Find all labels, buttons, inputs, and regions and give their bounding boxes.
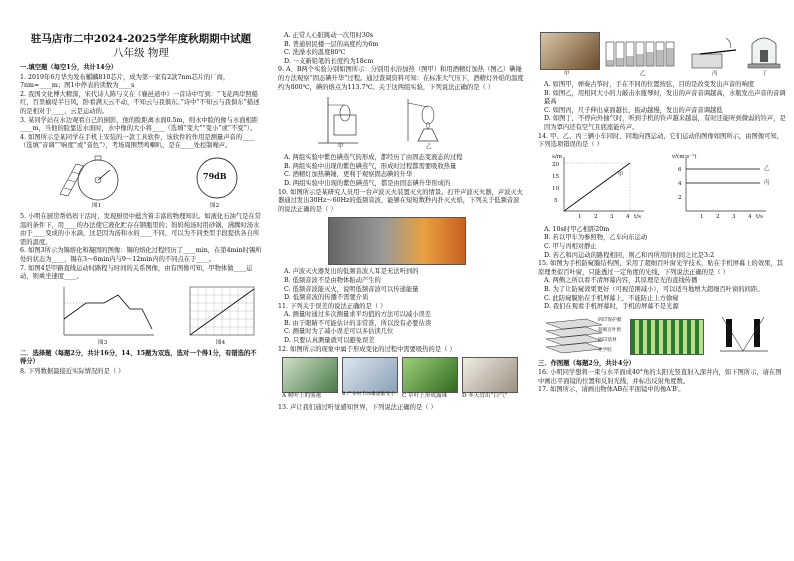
- question-9-option-a: A. 两组实验中紫色碘蒸气的形成，都经历了由固态变液态的过程: [284, 154, 463, 162]
- chart-a-series-jia: 甲: [618, 171, 624, 178]
- page-subtitle: 八年级 物理: [113, 47, 169, 59]
- question-9-option-b: B. 两组实验中出现的紫色碘蒸气，形成时过程都需要吸收热量: [284, 162, 457, 170]
- figure-yi-caption: 乙: [426, 144, 432, 151]
- velocity-time-chart: [666, 153, 776, 221]
- question-7: 7. 如图4是甲路直线运动时路程与时间的关系图像，由有图像可知，甲物体做____运动，则乘坐速度____。: [20, 264, 253, 281]
- question-8-option-c: C. 洗澡水的温度80℃: [284, 49, 346, 57]
- page-title: 驻马店市二中2024-2025学年度秋期期中试题: [30, 33, 252, 45]
- chart-b-ytick-4: 4: [678, 180, 682, 187]
- chart-b-ylabel: v/(m·s⁻¹): [672, 153, 697, 160]
- question-8-option-a: A. 正常人心脏跳动一次用时30s: [284, 32, 374, 39]
- chart-a-xtick-4: 4: [626, 213, 630, 220]
- question-8-option-d: D. 一支新铅笔的长度约为18cm: [284, 57, 374, 65]
- chart-b-xtick-1: 1: [700, 213, 704, 220]
- question-15-option-c: C. 此防窥膜贴在手机屏幕上，不能防止上方偷窥: [544, 294, 679, 302]
- question-14-option-a: A. 10s时甲乙相距20m: [544, 225, 610, 233]
- question-12: 12. 如图所示的现象中属于形成变化的过程中需要吸热的是（ ）: [278, 345, 456, 353]
- figure-1-2: [20, 154, 262, 210]
- figure-privacy-film: [538, 315, 786, 357]
- chart-a-ytick-15: 15: [552, 173, 560, 180]
- figure-1-caption: 图1: [92, 202, 102, 209]
- question-15-option-a: A. 两侧之所以看不清屏幕内容，其原理是光的直线传播: [544, 277, 698, 285]
- chart-b-xtick-3: 3: [732, 213, 736, 220]
- white-steam-photo: [462, 357, 518, 393]
- chart-b-series-bing: 丙: [764, 179, 770, 186]
- question-9: 9. A、B两个实验分别如图所示：分别用水浴加热（图甲）和用酒精灯加热（图乙）碘锤的方法观察“固态碘升华”过程。通过查阅资料可知：在标准大气压下，酒精灯外焰的温度约为800℃，碘的熔点为113.7℃。关于这两组实验，下列说法正确的是（ ）: [278, 66, 524, 91]
- guzheng-photo: [540, 32, 600, 70]
- chart-b-series-yi: 乙: [764, 165, 770, 172]
- question-2: 2. 我国文化博大精深，宋代诗人陈与义在《襄邑道中》一首诗中写到：“飞花两岸照船红，百里榆堤半日风，卧看满天云不动，不知云与我俱东。”诗中“不知云与我俱东”描述的是相对于____，云是运动的。: [20, 90, 260, 115]
- question-16: 16. 小明同学想将一束与水平面成40°角的太阳光竖直射入深井内，如下图所示，请在图中画出平面镜的位置和反射光线，并标出反射角度数。: [538, 369, 782, 385]
- section-drawing: 三．作图题（每题2分，共计4分）: [538, 359, 635, 367]
- question-13-option-a: A. 如图甲，弹奏古筝时，手在不同的位置按弦，目的是改变发出声音的响度: [544, 81, 755, 88]
- chart-b-xtick-2: 2: [716, 213, 720, 220]
- film-label-4: 光学胶: [598, 347, 612, 353]
- chart-a-xtick-2: 2: [594, 213, 598, 220]
- section-multiple-choice: 二．选择题（每题2分，共计16分，14、15题为双选，选对一个得1分，有错选的不得分）: [20, 349, 257, 366]
- question-10-option-c: C. 低频音波能灭火，说明低频音波可以传递能量: [284, 285, 419, 293]
- decibel-reading: 79dB: [203, 170, 227, 181]
- question-11: 11. 下列关于误差的说法正确的是（ ）: [278, 302, 387, 310]
- chart-a-xtick-1: 1: [578, 213, 582, 220]
- section-fill-blank: 一.填空题（每空1分，共计14分）: [20, 64, 118, 71]
- question-11-option-b: B. 由于眼睛不可能估计的非常准，所以没有必要估读: [284, 319, 432, 327]
- question-4: 4. 如图所示是某同学在手机上安装的一款工具软件，该软件的作用是测量声音的____（选填“音调”“响度”或“音色”），考场周围禁鸣喇叭，是在____处控制噪声。: [20, 133, 255, 150]
- column-2: [278, 32, 524, 413]
- ruler-on-table-icon: [690, 32, 740, 70]
- stopwatch-icon: [50, 154, 140, 202]
- caption-12d: D 冬天冒出“白气”: [462, 393, 508, 400]
- figure-3-4: [20, 285, 262, 347]
- figure-motion-graphs: [538, 153, 786, 223]
- distance-time-chart: [544, 153, 654, 221]
- question-15-option-b: B. 为了让防窥效果更好（可视范围减小），可以适当地增大超细百叶窗的间距。: [544, 285, 764, 293]
- question-11-option-d: D. 只要认真测量就可以避免误差: [284, 337, 375, 345]
- question-14-option-d: D. 若乙和丙运动的路程相同，则乙和丙所用的时间之比是3:2: [544, 251, 715, 259]
- figure-sonic-extinguisher: [278, 217, 524, 265]
- privacy-view-angle-icon: [718, 315, 778, 355]
- figure-phase-change: [278, 357, 524, 401]
- chart-b-xlabel: t/s: [756, 213, 764, 220]
- question-13: 13. 声让我们通过听觉感知世界，下列说法正确的是（ ）: [278, 404, 437, 412]
- chart-a-xlabel: t/s: [634, 213, 642, 220]
- figure-2-caption: 图2: [210, 202, 220, 209]
- caption-12c: C 草叶上形成露珠: [402, 393, 448, 400]
- question-9-option-d: D. 两组实验中出现的紫色碘蒸气，都是由固态碘升华形成的: [284, 179, 451, 187]
- question-6: 6. 如图3所示为锡熔化和凝固的图像：锡的熔化过程经历了____min，在第4min时锡所处的状态为____，锡在3～6min内与9～12min内的不同点在于____。: [20, 247, 262, 263]
- question-13-option-b: B. 如图乙，用相同大小的力敲击水瓶琴时，发出的声音音调越高，水瓶发出声音的音调最高: [544, 89, 786, 106]
- question-8: 8. 下列数据最接近实际情况的是（ ）: [20, 367, 125, 375]
- water-bottles-icon: [604, 32, 684, 70]
- question-9-option-c: C. 酒精灯加热碘锤，更利于观察固态碘的升华: [284, 171, 413, 179]
- bell-jar-icon: [744, 32, 784, 70]
- figure-jia-caption: 甲: [338, 144, 344, 151]
- chart-a-ytick-5: 5: [554, 197, 558, 204]
- figure-jia-label: 甲: [564, 71, 570, 77]
- figure-3-caption: 图3: [98, 339, 108, 346]
- question-5: 5. 小明在厨房帮妈妈干活时，发现厨房中蕴含着丰富的物理知识。如液化石油气是在常温的条件下，用____的办法使它液化贮存在钢瓶里的；妈妈炖汤时用砂锅，沸腾时汤水由于____变成的小水滴，这是因为汤和水的____不同，可以为不同类型手段提供各自所需的温度。: [20, 212, 261, 246]
- dew-photo: [402, 357, 458, 393]
- question-10-option-a: A. 声波灭火器发出的低频音波人耳是无法听到的: [284, 268, 419, 276]
- film-label-3: PET基材: [598, 337, 617, 343]
- iodine-apparatus-icon: [298, 95, 498, 145]
- louver-structure-photo: [630, 319, 704, 355]
- question-11-option-c: C. 测量时为了减小误差可以多估读几位: [284, 328, 394, 336]
- question-10: 10. 如图所示是某研究人员用一台声波灭火装置灭火的情景。打开声波灭火器，声波灭火器通过发出30Hz～60Hz的低频音波，能够在短短数秒内扑灭火焰，下列关于低频音波的说法正确的是（ ）: [278, 188, 524, 213]
- question-15-option-d: D. 我们在观看手机屏幕时，手机的屏幕不是光源: [544, 303, 679, 311]
- chart-a-xtick-3: 3: [610, 213, 614, 220]
- chart-a-ytick-10: 10: [552, 185, 560, 192]
- caption-12a: A 树叶上的雾凇: [282, 393, 322, 400]
- distance-time-graph: [180, 285, 260, 341]
- ice-sculpture-photo: [342, 357, 398, 393]
- rime-photo: [282, 357, 338, 393]
- chart-a-ylabel: s/m: [552, 153, 563, 160]
- figure-ding-label: 丁: [762, 71, 768, 77]
- column-3: [538, 32, 786, 395]
- question-11-option-a: A. 测量时通过多次测量求平均值的方法可以减小误差: [284, 311, 432, 319]
- melting-graph: [50, 285, 160, 341]
- chart-b-xtick-4: 4: [748, 213, 752, 220]
- question-10-option-d: D. 低频音波的传播不需要介质: [284, 294, 369, 302]
- question-13-option-c: C. 如图丙，尺子伸出桌面越长，振动越慢，发出的声音音调越低: [544, 106, 723, 114]
- figure-sound: [538, 32, 786, 78]
- chart-b-ytick-6: 6: [678, 166, 682, 173]
- question-8-option-b: B. 普通居民楼一层的高度约为6m: [284, 40, 379, 48]
- question-15: 15. 如图为手机防窥膜结构图，采用了超细百叶窗光学技术，贴在手机屏幕上的效果，其原理类似百叶窗，只能透过一定角度的光线，下列说法正确的是（ ）: [538, 260, 784, 276]
- film-label-1: PET保护膜: [598, 317, 622, 323]
- question-14: 14. 甲、乙、丙三辆小车同时、同地向西运动，它们运动的图像如图所示，由图像可知，下列选项错误的是（ ）: [538, 132, 784, 149]
- figure-4-caption: 图4: [216, 339, 226, 346]
- question-14-option-b: B. 若以甲车为参照物，乙车向东运动: [544, 234, 648, 242]
- figure-yi-label: 乙: [640, 71, 646, 77]
- question-14-option-c: C. 甲与丙相对静止: [544, 242, 597, 250]
- question-1: 1. 2019年6月华为发布麒麟810芯片，成为第一家有2款7nm芯片的厂商，7nm=____m；图1中停表的读数为____s: [20, 73, 230, 90]
- chart-b-ytick-2: 2: [678, 194, 682, 201]
- sonic-extinguisher-photo: [328, 217, 466, 265]
- chart-a-ytick-20: 20: [552, 161, 560, 168]
- figure-bing-label: 丙: [712, 71, 718, 77]
- figure-iodine: [278, 95, 524, 151]
- question-3: 3. 某同学站在水边观看自己的倒影，他的脸距离水面0.5m，则水中脸的像与水面相距____m，当他的脸靠近水面时，水中像的大小将____（选填“变大”“变小”或“不变”）。: [20, 116, 259, 133]
- question-17: 17. 如图所示，请画出物体AB在平面镜中的像A′B′。: [538, 386, 685, 394]
- question-13-option-d: D. 如图丁，不停向外抽气时，听到手机的铃声越来越弱，有时还能听到微弱的铃声，是因为罩内还有空气且底座能传声。: [544, 115, 786, 131]
- column-1: [20, 32, 262, 376]
- question-10-option-b: B. 低频音波不是由物体振动产生的: [284, 276, 381, 284]
- caption-12b: B 严冬时节冰雕逐渐变小: [342, 392, 396, 398]
- film-label-2: 超细百叶窗: [598, 327, 621, 333]
